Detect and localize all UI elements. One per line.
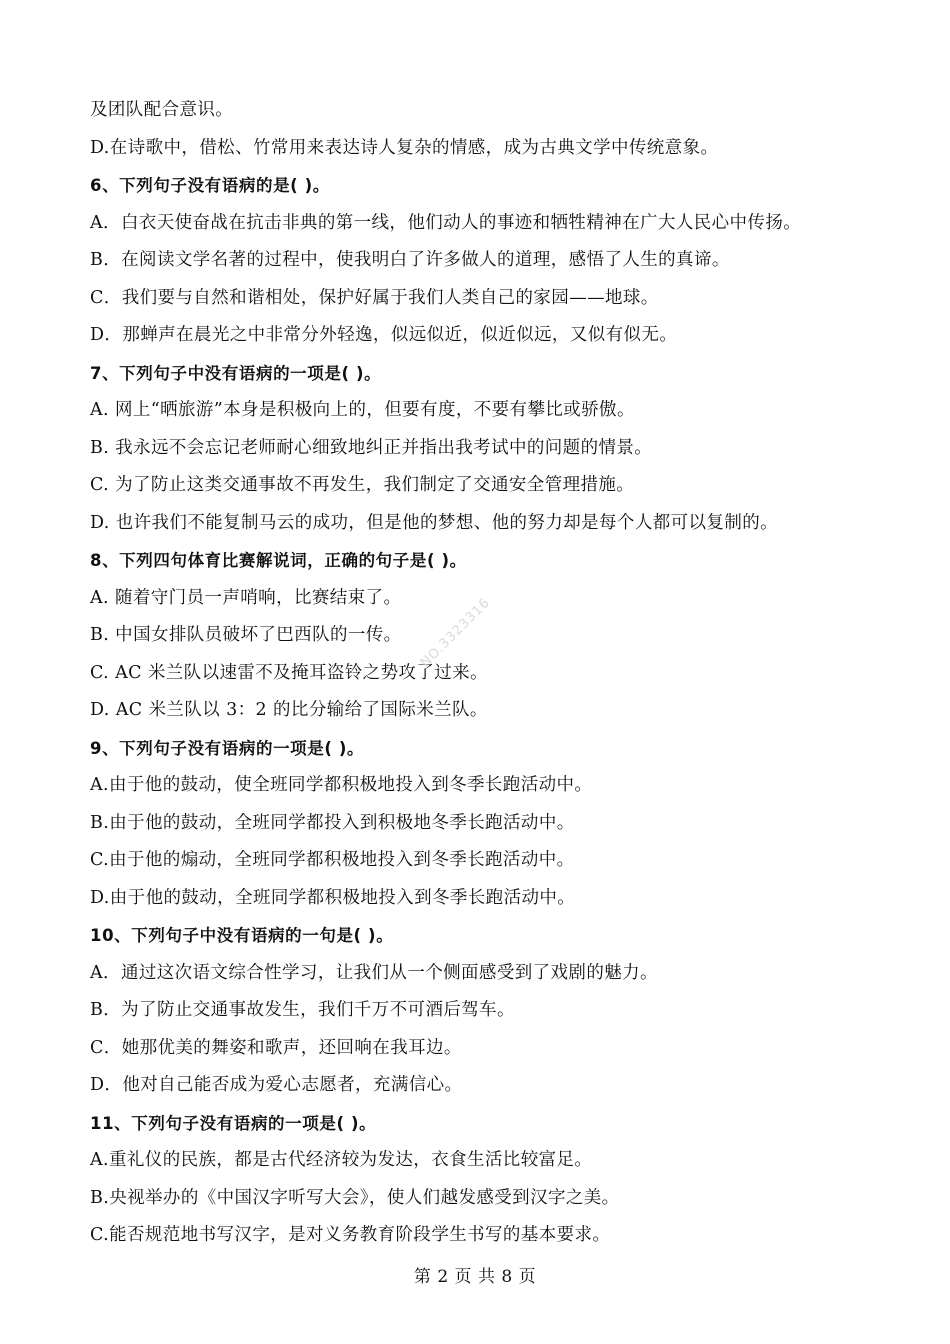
- text-line: A. 网上“晒旅游”本身是积极向上的，但要有度，不要有攀比或骄傲。: [90, 400, 635, 420]
- text-line: C. 为了防止这类交通事故不再发生，我们制定了交通安全管理措施。: [90, 475, 635, 495]
- question-stem: 10、下列句子中没有语病的一句是( )。: [90, 926, 394, 945]
- text-line: C.由于他的煽动，全班同学都积极地投入到冬季长跑活动中。: [90, 850, 575, 870]
- question-stem: 9、下列句子没有语病的一项是( )。: [90, 738, 365, 758]
- text-line: D．他对自己能否成为爱心志愿者，充满信心。: [90, 1075, 463, 1095]
- page-footer: 第 2 页 共 8 页: [413, 1267, 537, 1287]
- text-line: A.由于他的鼓动，使全班同学都积极地投入到冬季长跑活动中。: [90, 775, 593, 795]
- text-line: B. 中国女排队员破坏了巴西队的一传。: [90, 625, 402, 645]
- text-line: A．白衣天使奋战在抗击非典的第一线，他们动人的事迹和牺牲精神在广大人民心中传扬。: [90, 212, 802, 233]
- text-line: B. 我永远不会忘记老师耐心细致地纠正并指出我考试中的问题的情景。: [90, 437, 653, 458]
- text-line: D．那蝉声在晨光之中非常分外轻逸，似远似近，似近似远，又似有似无。: [90, 325, 678, 345]
- question-stem: 8、下列四句体育比赛解说词，正确的句子是( )。: [90, 551, 467, 570]
- text-line: A．通过这次语文综合性学习，让我们从一个侧面感受到了戏剧的魅力。: [90, 962, 658, 983]
- text-line: D.在诗歌中，借松、竹常用来表达诗人复杂的情感，成为古典文学中传统意象。: [90, 137, 719, 158]
- text-line: A.重礼仪的民族，都是古代经济较为发达，衣食生活比较富足。: [90, 1150, 593, 1170]
- text-line: B．为了防止交通事故发生，我们千万不可酒后驾车。: [90, 1000, 515, 1020]
- text-line: B.由于他的鼓动，全班同学都投入到积极地冬季长跑活动中。: [90, 812, 575, 833]
- text-line: B．在阅读文学名著的过程中，使我明白了许多做人的道理，感悟了人生的真谛。: [90, 250, 730, 270]
- text-line: 及团队配合意识。: [90, 100, 234, 120]
- text-line: C．我们要与自然和谐相处，保护好属于我们人类自己的家园——地球。: [90, 287, 659, 308]
- question-stem: 7、下列句子中没有语病的一项是( )。: [90, 363, 382, 383]
- text-line: C. AC 米兰队以速雷不及掩耳盗铃之势攻了过来。: [90, 662, 488, 683]
- text-line: C．她那优美的舞姿和歌声，还回响在我耳边。: [90, 1037, 462, 1058]
- text-line: C.能否规范地书写汉字，是对义务教育阶段学生书写的基本要求。: [90, 1225, 611, 1245]
- question-stem: 11、下列句子没有语病的一项是( )。: [90, 1113, 377, 1133]
- text-line: A. 随着守门员一声哨响，比赛结束了。: [90, 587, 402, 608]
- page-content: [90, 92, 880, 1255]
- watermark: NO.3323316: [418, 595, 494, 671]
- text-line: B.央视举办的《中国汉字听写大会》，使人们越发感受到汉字之美。: [90, 1187, 620, 1208]
- text-line: D. AC 米兰队以 3：2 的比分输给了国际米兰队。: [90, 700, 488, 720]
- text-line: D.由于他的鼓动，全班同学都积极地投入到冬季长跑活动中。: [90, 887, 576, 908]
- question-stem: 6、下列句子没有语病的是( )。: [90, 176, 330, 195]
- text-line: D. 也许我们不能复制马云的成功，但是他的梦想、他的努力却是每个人都可以复制的。: [90, 512, 779, 533]
